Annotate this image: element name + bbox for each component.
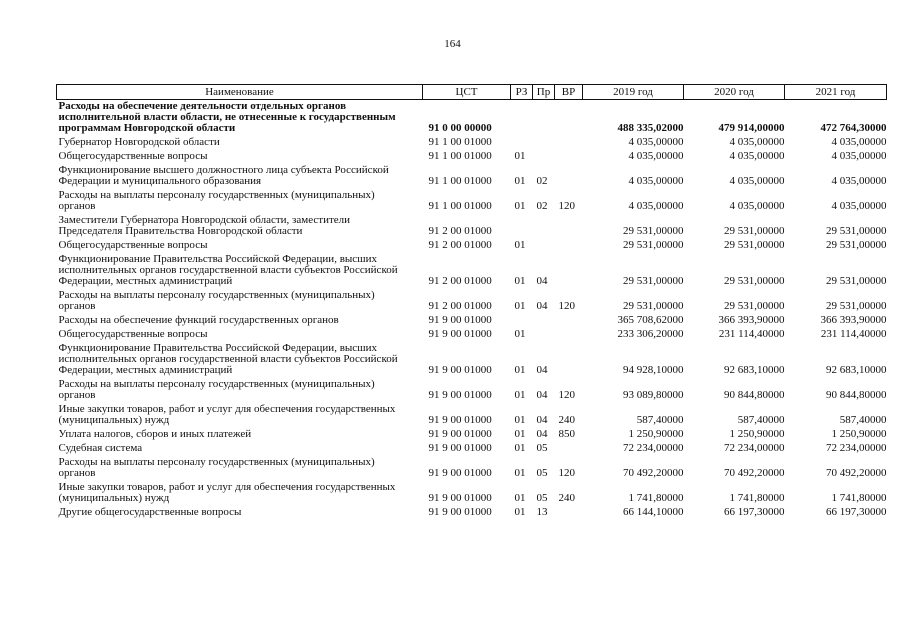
cell-rz: 01 [514, 467, 526, 479]
cell-2020: 92 683,10000 [724, 364, 785, 376]
cell-vr: 850 [558, 428, 575, 440]
cell-vr [555, 136, 583, 150]
cell-rz [511, 136, 533, 150]
cell-2021: 472 764,30000 [820, 122, 887, 134]
cell-vr [555, 239, 583, 253]
table-row [57, 403, 887, 428]
table-row [57, 328, 887, 342]
cell-2020: 1 741,80000 [729, 492, 785, 504]
cell-2019: 587,40000 [636, 414, 684, 426]
cell-2021: 29 531,00000 [826, 225, 887, 237]
table-row [57, 100, 887, 137]
table-row [57, 378, 887, 403]
cell-name: Общегосударственные вопросы [58, 150, 208, 162]
cell-2021: 72 234,00000 [826, 442, 887, 454]
cell-name: Заместители Губернатора Новгородской области, заместители Председателя Правительства Новгородской области [58, 214, 351, 237]
header-pr: Пр [533, 85, 555, 100]
cell-name: Иные закупки товаров, работ и услуг для обеспечения государственных (муниципальных) нужд [58, 403, 396, 426]
cell-2020: 29 531,00000 [724, 300, 785, 312]
cell-2019: 72 234,00000 [623, 442, 684, 454]
cell-rz: 01 [514, 200, 526, 212]
cell-2020: 366 393,90000 [718, 314, 785, 326]
cell-name: Общегосударственные вопросы [58, 239, 208, 251]
cell-cst: 91 9 00 01000 [428, 314, 492, 326]
cell-cst: 91 9 00 01000 [428, 414, 492, 426]
cell-2020: 29 531,00000 [724, 275, 785, 287]
cell-pr: 05 [536, 442, 548, 454]
cell-vr: 120 [558, 300, 575, 312]
cell-pr: 04 [536, 414, 548, 426]
cell-2019: 365 708,62000 [617, 314, 684, 326]
cell-name: Судебная система [58, 442, 143, 454]
table-row [57, 314, 887, 328]
cell-pr [533, 239, 555, 253]
cell-name: Иные закупки товаров, работ и услуг для обеспечения государственных (муниципальных) нужд [58, 481, 396, 504]
cell-2019: 94 928,10000 [623, 364, 684, 376]
cell-rz [511, 214, 533, 239]
table-row [57, 289, 887, 314]
table-row [57, 342, 887, 378]
header-cst: ЦСТ [423, 85, 511, 100]
cell-rz [511, 314, 533, 328]
cell-vr [555, 100, 583, 137]
cell-2019: 1 741,80000 [628, 492, 684, 504]
cell-2020: 1 250,90000 [729, 428, 785, 440]
cell-pr: 04 [536, 389, 548, 401]
table-row [57, 136, 887, 150]
cell-cst: 91 9 00 01000 [428, 506, 492, 518]
cell-vr: 120 [558, 467, 575, 479]
cell-name: Губернатор Новгородской области [58, 136, 220, 148]
header-2021: 2021 год [785, 85, 887, 100]
cell-2020: 231 114,40000 [718, 328, 785, 340]
cell-rz: 01 [514, 442, 526, 454]
cell-cst: 91 9 00 01000 [428, 492, 492, 504]
cell-vr [555, 150, 583, 164]
cell-2021: 4 035,00000 [831, 136, 887, 148]
cell-rz: 01 [514, 328, 526, 340]
cell-2019: 4 035,00000 [628, 150, 684, 162]
cell-pr: 13 [536, 506, 548, 518]
cell-pr: 04 [536, 364, 548, 376]
cell-2019: 66 144,10000 [623, 506, 684, 518]
cell-name: Функционирование Правительства Российской Федерации, высших исполнительных органов государственной власти субъектов Российской Федерации, местных администраций [58, 253, 398, 287]
cell-pr [533, 314, 555, 328]
cell-name: Другие общегосударственные вопросы [58, 506, 242, 518]
cell-rz [511, 100, 533, 137]
cell-vr: 240 [558, 414, 575, 426]
cell-cst: 91 9 00 01000 [428, 328, 492, 340]
cell-2021: 1 250,90000 [831, 428, 887, 440]
cell-name: Расходы на выплаты персоналу государственных (муниципальных) органов [58, 378, 375, 401]
cell-cst: 91 1 00 01000 [428, 150, 492, 162]
cell-2021: 29 531,00000 [826, 275, 887, 287]
header-name: Наименование [57, 85, 423, 100]
cell-name: Расходы на выплаты персоналу государственных (муниципальных) органов [58, 456, 375, 479]
cell-2021: 1 741,80000 [831, 492, 887, 504]
table-row [57, 239, 887, 253]
cell-vr [555, 164, 583, 189]
header-vr: ВР [555, 85, 583, 100]
cell-2019: 4 035,00000 [628, 200, 684, 212]
cell-cst: 91 9 00 01000 [428, 364, 492, 376]
cell-2021: 587,40000 [839, 414, 887, 426]
cell-rz: 01 [514, 506, 526, 518]
cell-2020: 4 035,00000 [729, 136, 785, 148]
cell-cst: 91 9 00 01000 [428, 428, 492, 440]
cell-2019: 70 492,20000 [623, 467, 684, 479]
cell-2021: 29 531,00000 [826, 239, 887, 251]
cell-name: Расходы на выплаты персоналу государственных (муниципальных) органов [58, 289, 375, 312]
header-2020: 2020 год [684, 85, 785, 100]
cell-pr: 04 [536, 300, 548, 312]
cell-2019: 4 035,00000 [628, 175, 684, 187]
cell-2020: 29 531,00000 [724, 239, 785, 251]
cell-2021: 4 035,00000 [831, 200, 887, 212]
cell-2020: 66 197,30000 [724, 506, 785, 518]
cell-name: Функционирование Правительства Российской Федерации, высших исполнительных органов государственной власти субъектов Российской Федерации, местных администраций [58, 342, 398, 376]
table-row [57, 189, 887, 214]
cell-2020: 4 035,00000 [729, 150, 785, 162]
header-2019: 2019 год [583, 85, 684, 100]
budget-table-container [56, 84, 886, 520]
cell-2021: 4 035,00000 [831, 150, 887, 162]
cell-pr [533, 136, 555, 150]
table-row [57, 481, 887, 506]
header-rz: РЗ [511, 85, 533, 100]
table-row [57, 428, 887, 442]
cell-cst: 91 9 00 01000 [428, 442, 492, 454]
cell-2021: 29 531,00000 [826, 300, 887, 312]
cell-2020: 29 531,00000 [724, 225, 785, 237]
cell-2019: 29 531,00000 [623, 239, 684, 251]
table-row [57, 164, 887, 189]
table-body [57, 100, 887, 521]
cell-2020: 70 492,20000 [724, 467, 785, 479]
cell-2021: 4 035,00000 [831, 175, 887, 187]
cell-pr: 04 [536, 428, 548, 440]
cell-2021: 366 393,90000 [820, 314, 887, 326]
cell-pr [533, 214, 555, 239]
cell-2020: 479 914,00000 [718, 122, 785, 134]
cell-rz: 01 [514, 428, 526, 440]
cell-cst: 91 2 00 01000 [428, 275, 492, 287]
cell-vr [555, 214, 583, 239]
cell-vr [555, 342, 583, 378]
cell-rz: 01 [514, 389, 526, 401]
cell-pr [533, 100, 555, 137]
cell-cst: 91 2 00 01000 [428, 225, 492, 237]
cell-2019: 488 335,02000 [617, 122, 684, 134]
cell-2019: 29 531,00000 [623, 300, 684, 312]
cell-pr: 05 [536, 467, 548, 479]
cell-2019: 29 531,00000 [623, 275, 684, 287]
cell-rz: 01 [514, 492, 526, 504]
cell-2020: 72 234,00000 [724, 442, 785, 454]
cell-vr: 120 [558, 200, 575, 212]
cell-cst: 91 1 00 01000 [428, 175, 492, 187]
cell-cst: 91 9 00 01000 [428, 467, 492, 479]
cell-2021: 92 683,10000 [826, 364, 887, 376]
header-row [57, 85, 887, 100]
cell-name: Расходы на обеспечение деятельности отдельных органов исполнительной власти области, не отнесенные к государственным программам Новгородской области [58, 100, 396, 134]
cell-2020: 4 035,00000 [729, 175, 785, 187]
page-number: 164 [444, 38, 461, 50]
cell-cst: 91 1 00 01000 [428, 200, 492, 212]
cell-pr: 02 [536, 175, 548, 187]
cell-2020: 587,40000 [737, 414, 785, 426]
cell-name: Расходы на обеспечение функций государственных органов [58, 314, 339, 326]
cell-vr: 240 [558, 492, 575, 504]
cell-cst: 91 0 00 00000 [428, 122, 492, 134]
cell-pr: 02 [536, 200, 548, 212]
table-row [57, 253, 887, 289]
cell-pr: 04 [536, 275, 548, 287]
table-row [57, 506, 887, 520]
cell-2021: 66 197,30000 [826, 506, 887, 518]
cell-rz: 01 [514, 239, 526, 251]
cell-vr [555, 442, 583, 456]
cell-vr [555, 506, 583, 520]
cell-name: Уплата налогов, сборов и иных платежей [58, 428, 252, 440]
cell-vr [555, 253, 583, 289]
cell-2021: 90 844,80000 [826, 389, 887, 401]
cell-cst: 91 2 00 01000 [428, 300, 492, 312]
cell-pr [533, 150, 555, 164]
table-row [57, 150, 887, 164]
table-row [57, 456, 887, 481]
cell-cst: 91 1 00 01000 [428, 136, 492, 148]
cell-rz: 01 [514, 300, 526, 312]
cell-2019: 93 089,80000 [623, 389, 684, 401]
cell-cst: 91 9 00 01000 [428, 389, 492, 401]
cell-2021: 231 114,40000 [820, 328, 887, 340]
cell-name: Функционирование высшего должностного лица субъекта Российской Федерации и муниципального образования [58, 164, 389, 187]
cell-rz: 01 [514, 275, 526, 287]
cell-rz: 01 [514, 175, 526, 187]
cell-2019: 1 250,90000 [628, 428, 684, 440]
budget-table [56, 84, 887, 520]
table-row [57, 442, 887, 456]
cell-rz: 01 [514, 150, 526, 162]
cell-rz: 01 [514, 364, 526, 376]
cell-name: Расходы на выплаты персоналу государственных (муниципальных) органов [58, 189, 375, 212]
cell-2019: 233 306,20000 [617, 328, 684, 340]
cell-pr: 05 [536, 492, 548, 504]
table-row [57, 214, 887, 239]
cell-2021: 70 492,20000 [826, 467, 887, 479]
cell-2020: 4 035,00000 [729, 200, 785, 212]
cell-vr [555, 314, 583, 328]
cell-cst: 91 2 00 01000 [428, 239, 492, 251]
cell-name: Общегосударственные вопросы [58, 328, 208, 340]
cell-vr: 120 [558, 389, 575, 401]
cell-2019: 4 035,00000 [628, 136, 684, 148]
cell-vr [555, 328, 583, 342]
table-header [57, 85, 887, 100]
cell-rz: 01 [514, 414, 526, 426]
cell-pr [533, 328, 555, 342]
cell-2020: 90 844,80000 [724, 389, 785, 401]
cell-2019: 29 531,00000 [623, 225, 684, 237]
